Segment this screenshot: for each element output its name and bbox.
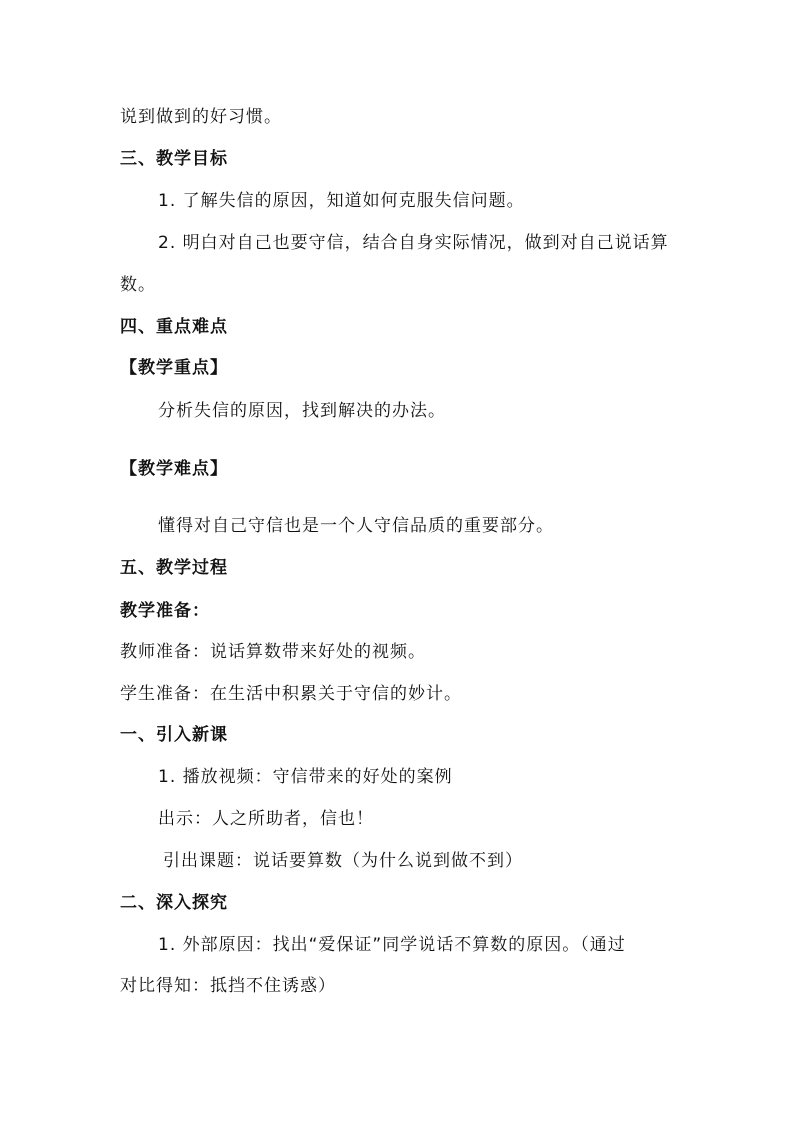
text-line: 说到做到的好习惯。: [120, 107, 282, 127]
section-heading: 三、教学目标: [120, 149, 228, 169]
section-heading: 一、引入新课: [120, 725, 228, 745]
paragraph: 分析失信的原因，找到解决的办法。: [158, 401, 446, 421]
text-line: 对比得知：抵挡不住诱惑）: [120, 976, 336, 996]
list-item: 2. 明白对自己也要守信，结合自身实际情况，做到对自己说话算: [158, 233, 669, 253]
section-heading: 四、重点难点: [120, 317, 228, 337]
text-line: 数。: [120, 275, 156, 295]
paragraph: 出示：人之所助者，信也！: [158, 809, 374, 829]
paragraph: 懂得对自己守信也是一个人守信品质的重要部分。: [158, 516, 554, 536]
list-item: 1. 了解失信的原因，知道如何克服失信问题。: [158, 191, 525, 211]
paragraph: 引出课题：说话要算数（为什么说到做不到）: [163, 851, 523, 871]
section-heading: 五、教学过程: [120, 558, 228, 578]
list-item: 1. 播放视频：守信带来的好处的案例: [158, 767, 453, 787]
paragraph: 学生准备：在生活中积累关于守信的妙计。: [120, 684, 462, 704]
subheading: 教学准备：: [120, 601, 210, 621]
paragraph: 教师准备：说话算数带来好处的视频。: [120, 642, 426, 662]
list-item: 1. 外部原因：找出“爱保证”同学说话不算数的原因。（通过: [158, 935, 626, 955]
subheading: 【教学难点】: [120, 459, 228, 479]
section-heading: 二、深入探究: [120, 893, 228, 913]
subheading: 【教学重点】: [120, 358, 228, 378]
